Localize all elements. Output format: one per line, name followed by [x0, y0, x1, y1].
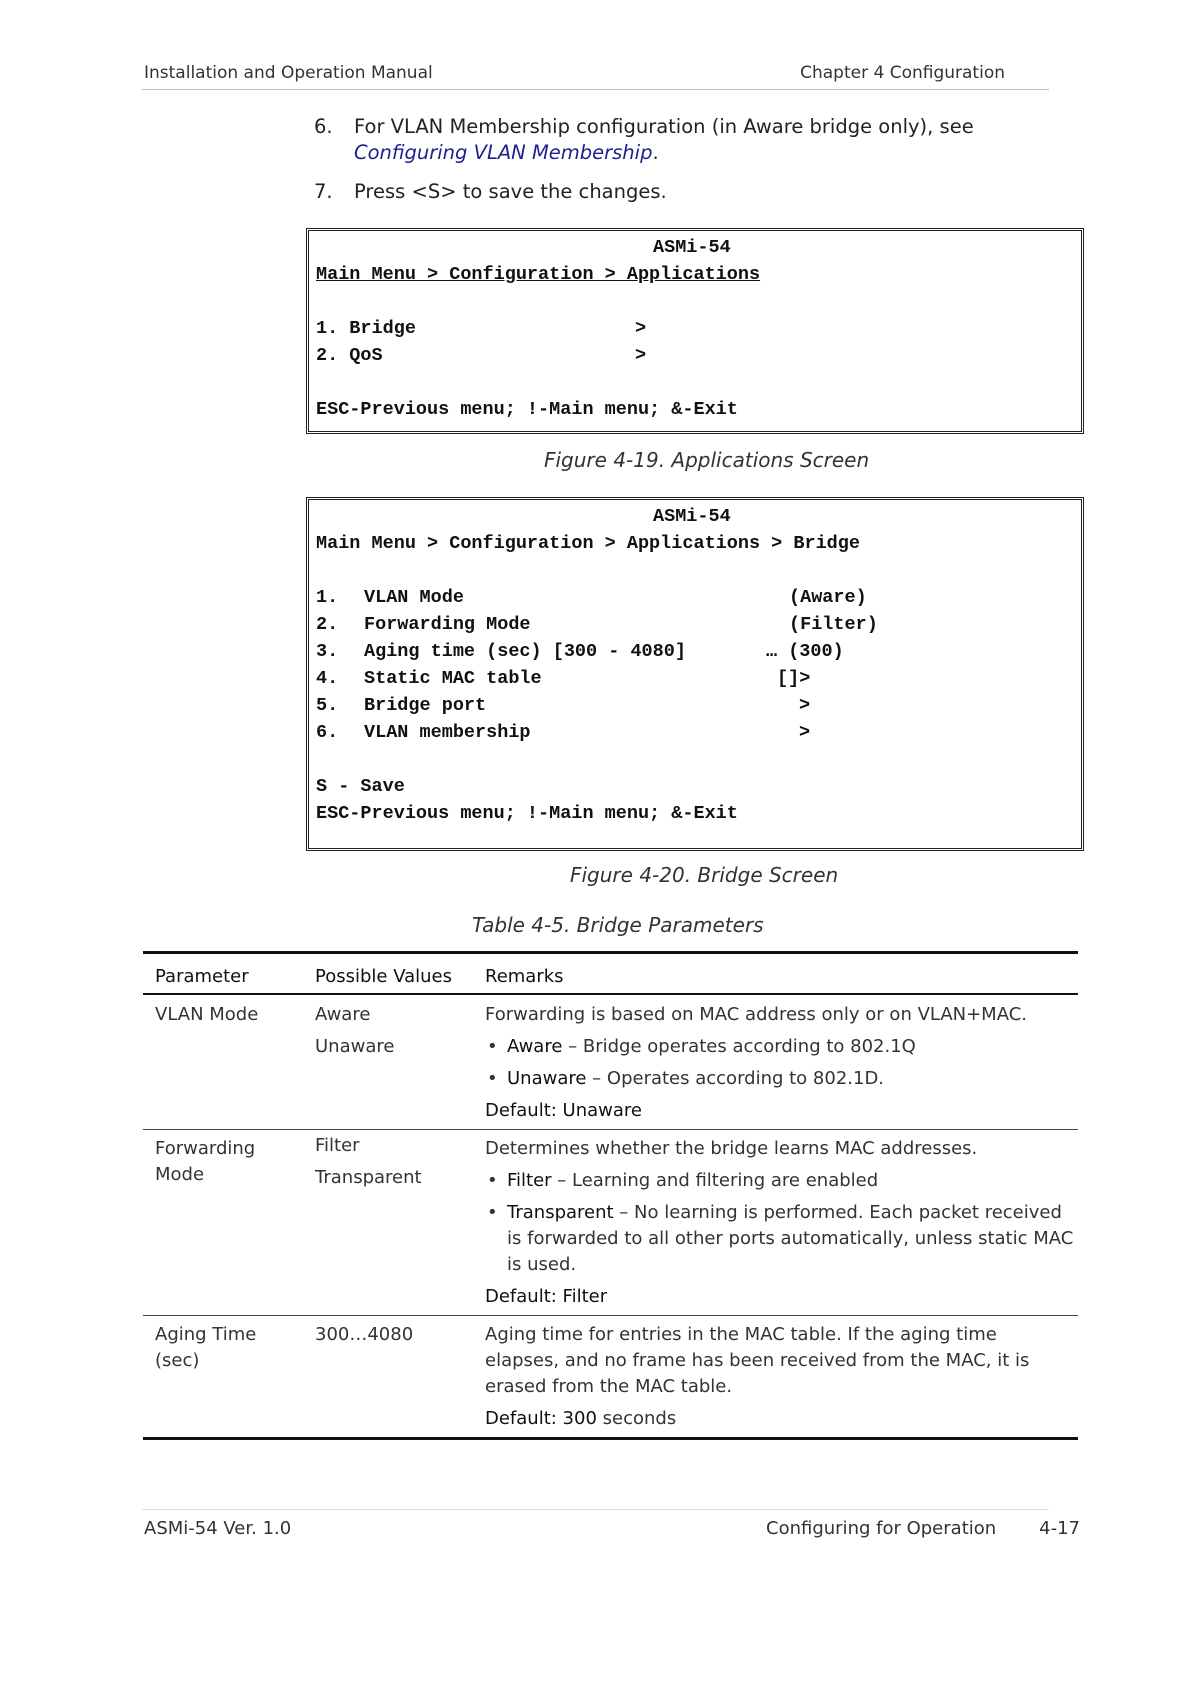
column-header: Possible Values: [315, 966, 453, 987]
default-label: Default: 300: [485, 1408, 597, 1429]
screen-navigation-hint: ESC-Previous menu; !-Main menu; &-Exit: [316, 399, 738, 420]
table-caption: Table 4-5. Bridge Parameters: [472, 913, 764, 937]
bullet-item: [485, 1168, 1075, 1194]
value-item: Aware: [315, 1004, 371, 1025]
default-suffix: seconds: [596, 1408, 677, 1429]
table-row: [143, 1130, 1078, 1315]
default-value: [485, 1406, 1075, 1432]
step-text: [354, 114, 1074, 166]
remarks: [485, 1002, 1075, 1130]
figure-caption: Figure 4-20. Bridge Screen: [570, 863, 839, 887]
footer-section: Configuring for Operation: [766, 1518, 997, 1539]
screen-title: ASMi-54: [653, 506, 731, 527]
menu-item-value: (Aware): [789, 587, 867, 608]
menu-item-qos[interactable]: 2. QoS: [316, 345, 383, 366]
value-item: 300…4080: [315, 1324, 414, 1345]
menu-item-forwarding-mode[interactable]: Forwarding Mode: [364, 614, 531, 635]
menu-item-bridge[interactable]: 1. Bridge: [316, 318, 416, 339]
column-header: Remarks: [485, 966, 564, 987]
menu-item-vlan-mode[interactable]: VLAN Mode: [364, 587, 464, 608]
running-header-right: Chapter 4 Configuration: [800, 63, 1005, 83]
submenu-arrow: >: [799, 695, 811, 716]
menu-item-static-mac-table[interactable]: Static MAC table: [364, 668, 542, 689]
header-divider: [142, 89, 1049, 90]
menu-item-number: 1.: [316, 587, 339, 608]
bullet-term: Filter: [507, 1170, 552, 1191]
table-header-row: [143, 954, 1078, 993]
running-header-left: Installation and Operation Manual: [144, 63, 433, 83]
step-text-part: Press <: [354, 180, 428, 203]
default-label: Default: Unaware: [485, 1100, 642, 1121]
remarks-intro: Aging time for entries in the MAC table. If the aging time elapses, and no frame has been received from the MAC, it is erased from the MAC table.: [485, 1324, 1030, 1397]
screen-breadcrumb: Main Menu > Configuration > Applications > Bridge: [316, 533, 860, 554]
menu-item-bridge-port[interactable]: Bridge port: [364, 695, 487, 716]
footer-left: ASMi-54 Ver. 1.0: [144, 1518, 292, 1539]
submenu-arrow: >: [635, 318, 647, 339]
default-label: Default: Filter: [485, 1286, 608, 1307]
menu-item-value: (Filter): [789, 614, 878, 635]
param-name: VLAN Mode: [155, 1004, 259, 1025]
table-row: [143, 1316, 1078, 1437]
menu-item-number: 2.: [316, 614, 339, 635]
submenu-arrow: >: [799, 722, 811, 743]
param-name: Forwarding Mode: [155, 1138, 256, 1185]
menu-item-value: … (300): [766, 641, 844, 662]
param-name: Aging Time (sec): [155, 1324, 257, 1371]
step-text-part: > to save the changes.: [440, 180, 667, 203]
default-value: [485, 1098, 1075, 1124]
default-value: [485, 1284, 1075, 1310]
column-header: Parameter: [155, 966, 249, 987]
screen-title: ASMi-54: [653, 237, 731, 258]
step-number: 6.: [314, 115, 333, 138]
bullet-term: Transparent: [507, 1202, 614, 1223]
possible-values: [315, 1133, 475, 1197]
step-text: [354, 179, 1074, 205]
applications-screen: [306, 228, 1084, 434]
screen-navigation-hint: ESC-Previous menu; !-Main menu; &-Exit: [316, 803, 738, 824]
menu-item-number: 4.: [316, 668, 339, 689]
value-item: Transparent: [315, 1167, 422, 1188]
bullet-item: [485, 1034, 1075, 1060]
menu-item-number: 6.: [316, 722, 339, 743]
bullet-term: Unaware: [507, 1068, 587, 1089]
submenu-arrow: >: [635, 345, 647, 366]
menu-item-aging-time[interactable]: Aging time (sec) [300 - 4080]: [364, 641, 686, 662]
step-number: 7.: [314, 180, 333, 203]
figure-caption: Figure 4-19. Applications Screen: [544, 448, 870, 472]
bridge-screen: [306, 497, 1084, 851]
bridge-parameters-table: [143, 951, 1078, 1440]
save-key: S: [427, 180, 441, 203]
bullet-text: – Bridge operates according to 802.1Q: [562, 1036, 916, 1057]
bullet-item: [485, 1066, 1075, 1092]
bullet-text: – Learning and filtering are enabled: [551, 1170, 879, 1191]
menu-item-number: 3.: [316, 641, 339, 662]
footer-divider: [142, 1509, 1049, 1510]
remarks-intro: Forwarding is based on MAC address only or on VLAN+MAC.: [485, 1004, 1028, 1025]
table-row: [143, 995, 1078, 1129]
menu-item-number: 5.: [316, 695, 339, 716]
possible-values: [315, 1322, 475, 1354]
step-text-part: For VLAN Membership configuration (in Aware bridge only), see: [354, 115, 974, 138]
remarks-intro: Determines whether the bridge learns MAC addresses.: [485, 1138, 978, 1159]
remarks: [485, 1136, 1075, 1316]
possible-values: [315, 1002, 475, 1066]
bullet-text: – Operates according to 802.1D.: [586, 1068, 885, 1089]
menu-item-vlan-membership[interactable]: VLAN membership: [364, 722, 531, 743]
bullet-item: [485, 1200, 1075, 1278]
page-number: 4-17: [1039, 1518, 1080, 1539]
step-text-part: .: [652, 141, 659, 164]
value-item: Unaware: [315, 1036, 395, 1057]
save-option: S - Save: [316, 776, 405, 797]
bullet-term: Aware: [507, 1036, 563, 1057]
screen-breadcrumb: Main Menu > Configuration > Applications: [316, 264, 761, 285]
remarks: [485, 1322, 1075, 1438]
configuring-vlan-membership-link[interactable]: Configuring VLAN Membership: [354, 141, 653, 164]
bullet-text: – No learning is performed. Each packet received is forwarded to all other ports automatically, unless static MAC is used.: [507, 1202, 1074, 1275]
menu-item-value: []>: [777, 668, 811, 689]
value-item: Filter: [315, 1135, 360, 1156]
